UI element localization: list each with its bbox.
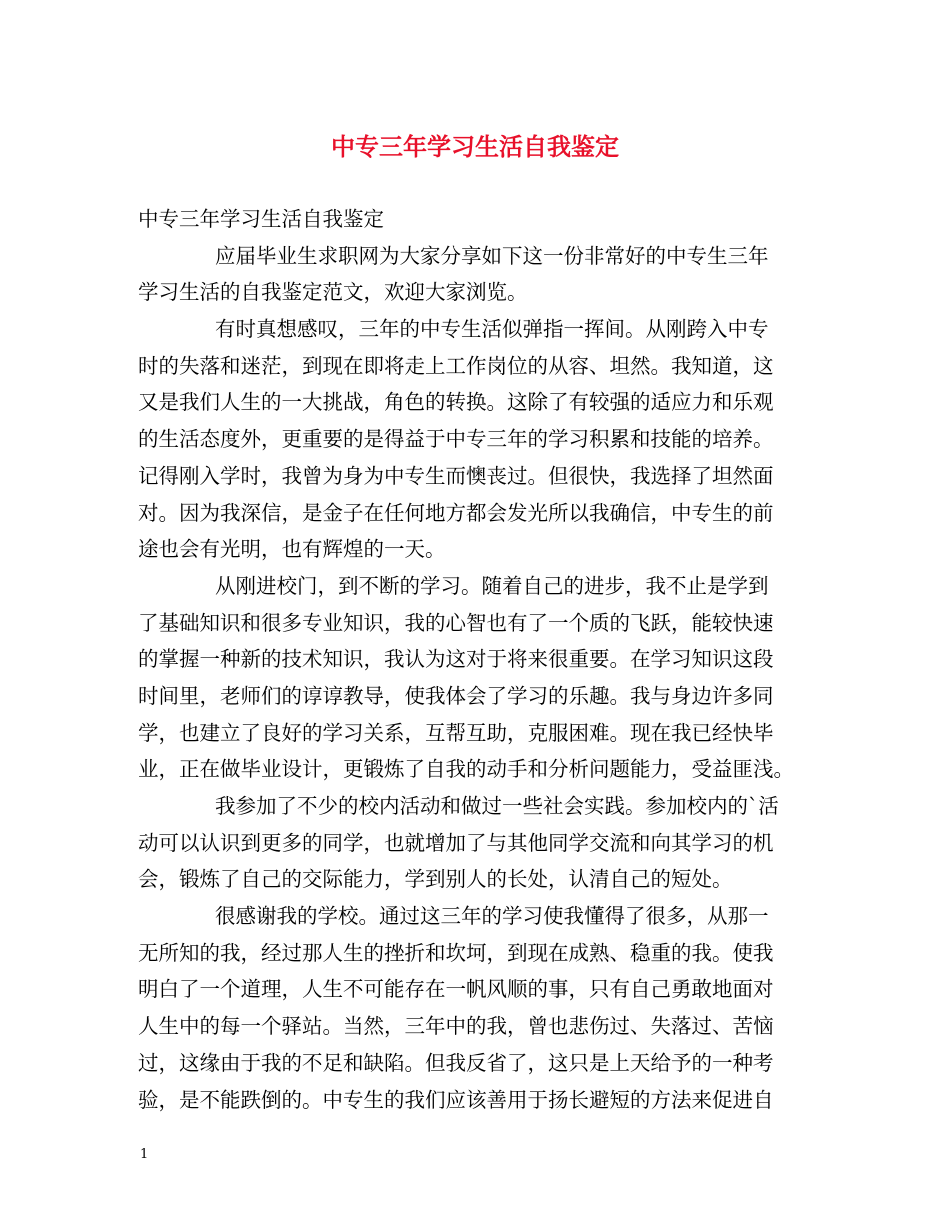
- text-line: 的掌握一种新的技术知识，我认为这对于将来很重要。在学习知识这段: [138, 647, 774, 672]
- text-line: 无所知的我，经过那人生的挫折和坎坷，到现在成熟、稳重的我。使我: [138, 940, 774, 965]
- text-line: 我参加了不少的校内活动和做过一些社会实践。参加校内的`活: [215, 794, 779, 818]
- text-line: 学，也建立了良好的学习关系，互帮互助，克服困难。现在我已经快毕: [138, 720, 774, 745]
- text-line: 应届毕业生求职网为大家分享如下这一份非常好的中专生三年: [215, 243, 769, 268]
- text-line: 有时真想感叹，三年的中专生活似弹指一挥间。从刚跨入中专: [215, 317, 769, 342]
- text-line: 人生中的每一个驿站。当然，三年中的我，曾也悲伤过、失落过、苦恼: [138, 1014, 774, 1039]
- text-line: 从刚进校门，到不断的学习。随着自己的进步，我不止是学到: [215, 573, 769, 598]
- text-line: 很感谢我的学校。通过这三年的学习使我懂得了很多，从那一: [215, 904, 769, 929]
- text-line: 途也会有光明，也有辉煌的一天。: [138, 537, 446, 562]
- text-line: 会，锻炼了自己的交际能力，学到别人的长处，认清自己的短处。: [138, 867, 733, 892]
- document-title: 中专三年学习生活自我鉴定: [331, 132, 619, 161]
- text-line: 了基础知识和很多专业知识，我的心智也有了一个质的飞跃，能较快速: [138, 610, 774, 635]
- text-line: 验，是不能跌倒的。中专生的我们应该善用于扬长避短的方法来促进自: [138, 1087, 774, 1112]
- text-line: 对。因为我深信，是金子在任何地方都会发光所以我确信，中专生的前: [138, 500, 774, 525]
- text-line: 又是我们人生的一大挑战，角色的转换。这除了有较强的适应力和乐观: [138, 390, 774, 415]
- text-line: 中专三年学习生活自我鉴定: [138, 207, 384, 231]
- text-line: 时的失落和迷茫，到现在即将走上工作岗位的从容、坦然。我知道，这: [138, 353, 774, 378]
- document-body: [138, 201, 818, 1118]
- text-line: 记得刚入学时，我曾为身为中专生而懊丧过。但很快，我选择了坦然面: [138, 463, 774, 488]
- text-line: 动可以认识到更多的同学，也就增加了与其他同学交流和向其学习的机: [138, 830, 774, 855]
- text-line: 时间里，老师们的谆谆教导，使我体会了学习的乐趣。我与身边许多同: [138, 683, 774, 708]
- text-line: 过，这缘由于我的不足和缺陷。但我反省了，这只是上天给予的一种考: [138, 1050, 774, 1075]
- text-line: 学习生活的自我鉴定范文，欢迎大家浏览。: [138, 280, 528, 305]
- page-number: 1: [140, 1147, 149, 1162]
- text-line: 业，正在做毕业设计，更锻炼了自我的动手和分析问题能力，受益匪浅。: [138, 757, 794, 782]
- text-line: 明白了一个道理，人生不可能存在一帆风顺的事，只有自己勇敢地面对: [138, 977, 774, 1002]
- text-line: 的生活态度外，更重要的是得益于中专三年的学习积累和技能的培养。: [138, 427, 774, 452]
